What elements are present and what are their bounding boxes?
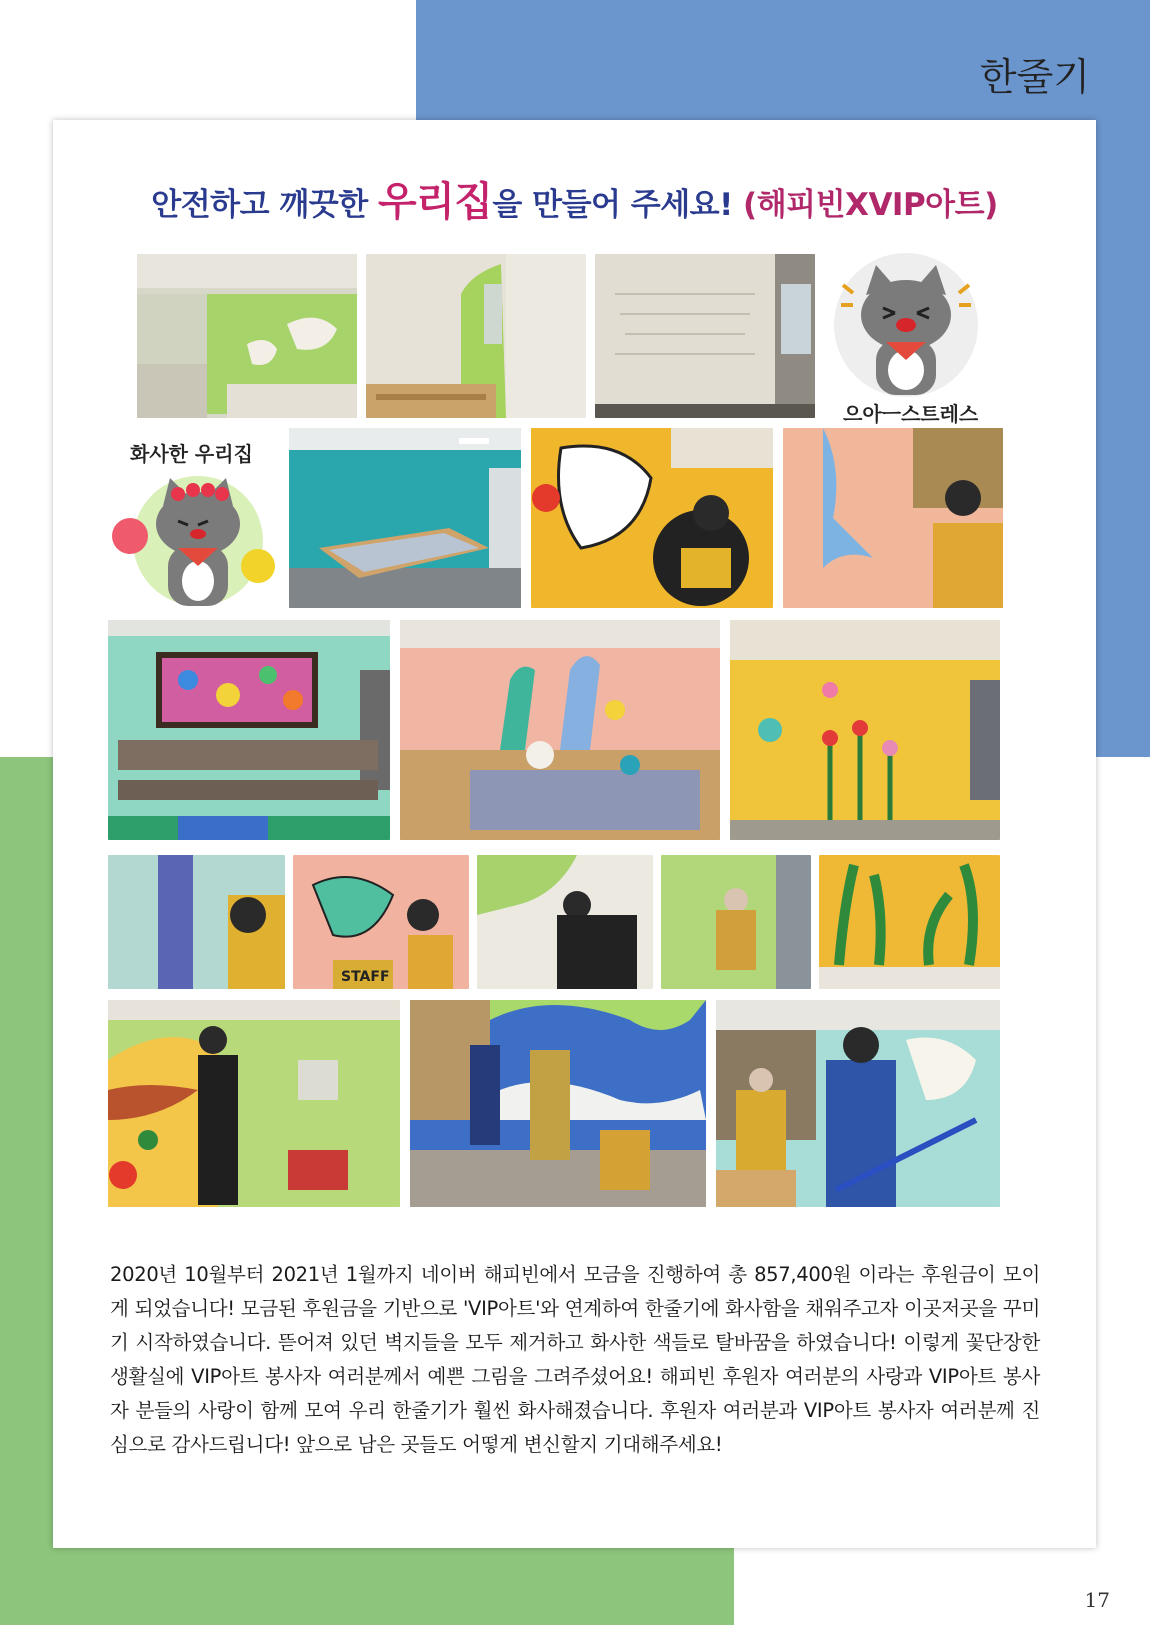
body-text: 2020년 10월부터 2021년 1월까지 네이버 해피빈에서 모금을 진행하여 총 857,400원 이라는 후원금이 모이게 되었습니다! 모금된 후원금을 기반으로 'VIP아트'와 연계하여 한줄기에 화사함을 채워주고자 이곳저곳을 꾸미기 시작하였습니다. 뜯어져 있던 벽지들을 모두 제거하고 화사한 색들로 탈바꿈을 하였습니다! 이렇게 꽃단장한 생활실에 VIP아트 봉사자 여러분께서 예쁜 그림을 그려주셨어요! 해피빈 후원자 여러분의 사랑과 VIP아트 봉사자 분들의 사랑이 함께 모여 우리 한줄기가 훨씬 화사해졌습니다. 후원자 여러분과 VIP아트 봉사자 여러분께 진심으로 감사드립니다! 앞으로 남은 곳들도 어떻게 변신할지 기대해주세요!: [110, 1263, 1040, 1456]
stress-cat-caption: 으아ㅡ스트레스: [843, 402, 979, 426]
content-card: [53, 120, 1096, 1548]
photo-wall-painters-3: [716, 1000, 1000, 1207]
photo-flower-wall: [730, 620, 1000, 840]
photo-painter-mural-3: [477, 855, 653, 989]
happy-cat-icon: [108, 466, 278, 616]
photo-bench-mural: [108, 620, 390, 840]
stress-cat-icon: [831, 250, 981, 400]
stress-cat-sticker: [831, 250, 981, 425]
photo-giraffe-room: [400, 620, 720, 840]
photo-painting-elephant: [531, 428, 773, 608]
photo-peeling-wall-2: [366, 254, 586, 418]
headline-tag: (해피빈XVIP아트): [743, 187, 998, 223]
staff-vest-text: STAFF: [341, 969, 390, 985]
photo-teal-room: [289, 428, 521, 608]
happy-cat-caption: 화사한 우리집: [130, 442, 253, 466]
page-headline: [53, 170, 1096, 227]
photo-painter-mural-1: [108, 855, 285, 989]
photo-wall-painters-1: [108, 1000, 400, 1207]
photo-peeling-wall-1: [137, 254, 357, 418]
photo-wall-painters-2: [410, 1000, 706, 1207]
photo-painter-green-wall: [661, 855, 811, 989]
happy-cat-sticker: [108, 438, 278, 608]
page-number: 17: [1084, 1588, 1110, 1612]
photo-plant-mural: [819, 855, 1000, 989]
photo-painting-blue-tree: [783, 428, 1003, 608]
photo-bare-wall: [595, 254, 815, 418]
section-label: 한줄기: [979, 55, 1090, 99]
headline-part2: 을 만들어 주세요!: [492, 187, 744, 223]
headline-highlight: 우리집: [377, 179, 493, 225]
photo-painter-mural-2: [293, 855, 469, 989]
headline-part1: 안전하고 깨끗한: [151, 187, 378, 223]
